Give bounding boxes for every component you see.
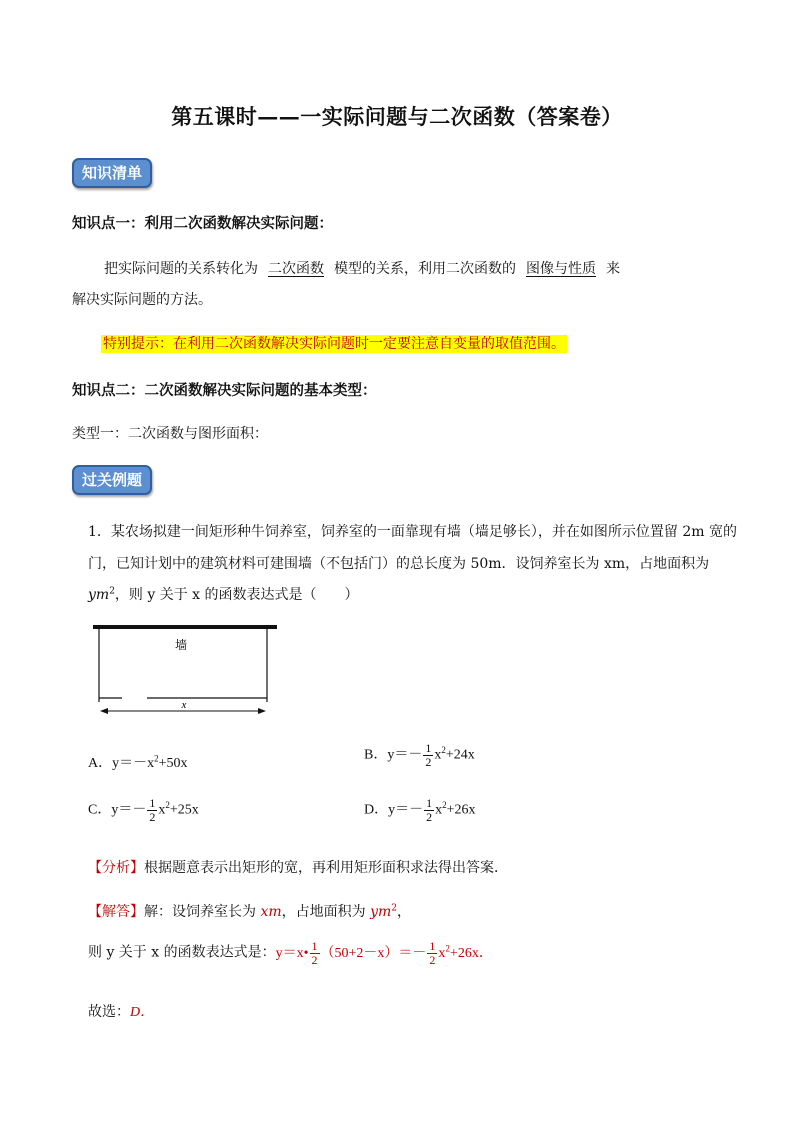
tip-text: 特别提示：在利用二次函数解决实际问题时一定要注意自变量的取值范围。 bbox=[103, 336, 565, 352]
page-title: 第五课时——一实际问题与二次函数（答案卷） bbox=[171, 104, 623, 129]
superscript: 2 bbox=[165, 800, 170, 811]
superscript: 2 bbox=[441, 745, 446, 756]
fraction bbox=[310, 940, 320, 967]
variable: x bbox=[434, 747, 442, 763]
expression-part: x bbox=[438, 945, 446, 961]
answer-text: 解：设饲养室长为 bbox=[144, 904, 261, 920]
numerator: 1 bbox=[426, 796, 433, 810]
arrow-left bbox=[100, 708, 108, 714]
text-part: 来 bbox=[606, 261, 620, 277]
expression-intro: 则 y 关于 x 的函数表达式是： bbox=[88, 944, 276, 961]
blank-answer-1: 二次函数 bbox=[268, 261, 324, 277]
option-d-tail: +26x bbox=[446, 802, 476, 818]
section-badge-examples: 过关例题 bbox=[72, 465, 152, 495]
question-line-1: 1．某农场拟建一间矩形种牛饲养室，饲养室的一面靠现有墙（墙足够长），并在如图所示位置留 2m 宽的 bbox=[88, 524, 737, 540]
numerator: 1 bbox=[149, 796, 156, 810]
text-part: 模型的关系，利用二次函数的 bbox=[334, 261, 516, 277]
numerator: 1 bbox=[429, 939, 436, 953]
answer-var-xm: xm bbox=[260, 904, 282, 920]
fraction bbox=[424, 797, 434, 824]
final-answer-line bbox=[88, 1001, 154, 1021]
option-c-tail: +25x bbox=[169, 802, 199, 818]
option-d-label: D．y＝－ bbox=[364, 802, 424, 818]
numerator: 1 bbox=[425, 741, 432, 755]
fraction bbox=[147, 797, 157, 824]
section-badge-knowledge: 知识清单 bbox=[72, 158, 152, 188]
option-b-label: B．y＝－ bbox=[364, 747, 423, 763]
expression-part: （50+2－x）＝－ bbox=[320, 945, 427, 961]
final-answer: D． bbox=[130, 1005, 155, 1020]
fraction bbox=[423, 742, 433, 769]
denominator: 2 bbox=[426, 810, 433, 824]
fraction bbox=[427, 940, 437, 967]
denominator: 2 bbox=[429, 953, 436, 967]
analysis-line bbox=[88, 857, 508, 877]
variable: x bbox=[435, 802, 443, 818]
numerator: 1 bbox=[311, 939, 318, 953]
denominator: 2 bbox=[149, 810, 156, 824]
blank-answer-2: 图像与性质 bbox=[526, 261, 596, 277]
variable: x bbox=[158, 802, 166, 818]
highlight-tip bbox=[101, 333, 567, 353]
option-a bbox=[88, 752, 188, 772]
expression-part: y＝x• bbox=[275, 945, 309, 961]
arrow-right bbox=[258, 708, 266, 714]
type-1-label: 类型一：二次函数与图形面积： bbox=[72, 426, 268, 442]
expression-line bbox=[88, 940, 493, 967]
knowledge-point-1-heading: 知识点一：利用二次函数解决实际问题： bbox=[72, 215, 333, 232]
expression-part: +26x． bbox=[449, 945, 493, 961]
knowledge-point-1-text-line2: 解决实际问题的方法。 bbox=[72, 292, 212, 308]
question-line-2: 门，已知计划中的建筑材料可建围墙（不包括门）的总长度为 50m．设饲养室长为 xm，占地面积为 bbox=[88, 556, 710, 572]
superscript: 2 bbox=[154, 753, 159, 764]
x-label: x bbox=[181, 699, 187, 711]
superscript: 2 bbox=[109, 586, 115, 597]
question-line-3 bbox=[88, 584, 359, 604]
option-b-tail: +24x bbox=[445, 747, 475, 763]
option-a-label: A．y＝－x bbox=[88, 756, 155, 771]
text-part: 把实际问题的关系转化为 bbox=[104, 261, 258, 277]
option-c-label: C．y＝－ bbox=[88, 802, 147, 818]
analysis-text: 根据题意表示出矩形的宽，再利用矩形面积求法得出答案． bbox=[144, 860, 508, 876]
superscript: 2 bbox=[442, 800, 447, 811]
superscript: 2 bbox=[391, 903, 397, 914]
denominator: 2 bbox=[425, 755, 432, 769]
final-answer-label: 故选： bbox=[88, 1004, 130, 1020]
denominator: 2 bbox=[311, 953, 318, 967]
answer-text: ，占地面积为 bbox=[281, 904, 371, 920]
option-d bbox=[364, 797, 476, 824]
option-c bbox=[88, 797, 199, 824]
answer-tag: 【解答】 bbox=[88, 904, 144, 920]
wall-label: 墙 bbox=[174, 638, 188, 652]
knowledge-point-2-heading: 知识点二：二次函数解决实际问题的基本类型： bbox=[72, 382, 377, 399]
text-part: ，则 y 关于 x 的函数表达式是（ ） bbox=[114, 587, 359, 603]
knowledge-point-1-text bbox=[104, 258, 620, 278]
option-a-tail: +50x bbox=[158, 756, 188, 771]
superscript: 2 bbox=[445, 943, 450, 954]
answer-text: ， bbox=[397, 904, 411, 920]
option-b bbox=[364, 742, 475, 769]
text-part: ym bbox=[88, 587, 110, 603]
analysis-tag: 【分析】 bbox=[88, 860, 144, 876]
answer-var-ym: ym bbox=[370, 904, 392, 920]
answer-line bbox=[88, 901, 411, 921]
question-figure bbox=[90, 622, 280, 722]
expression bbox=[275, 939, 493, 967]
